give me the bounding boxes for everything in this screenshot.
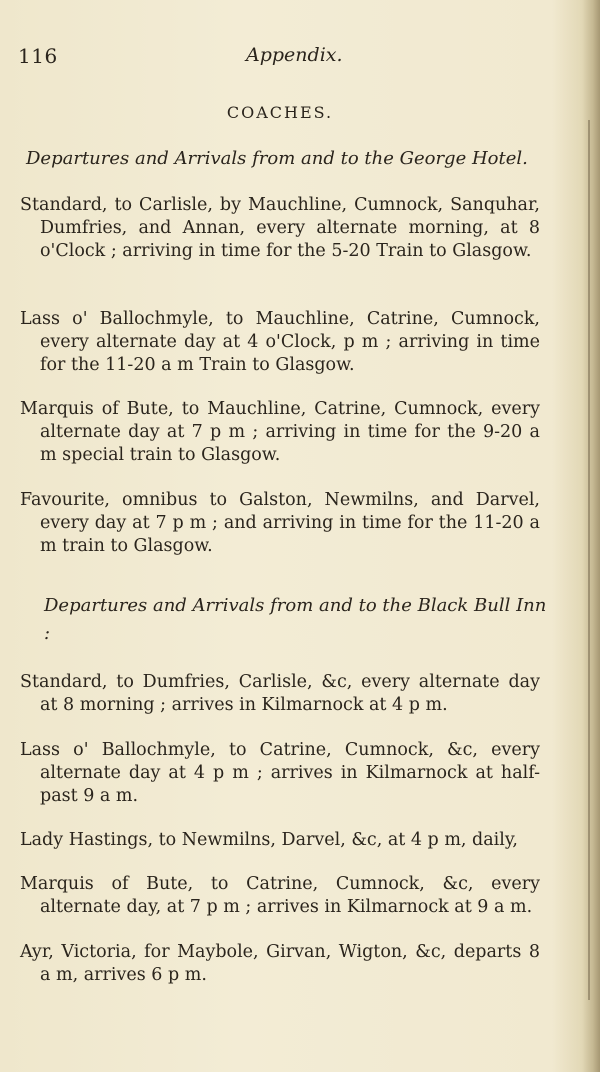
coach-entry: Lady Hastings, to Newmilns, Darvel, &c, at 4 p m, daily,: [20, 830, 518, 850]
coach-entry: Lass o' Ballochmyle, to Catrine, Cumnock, &c, every alternate day at 4 p m ; arrives in Kilmarnock at half-past 9 a m.: [20, 740, 540, 806]
page-edge-shadow: [582, 0, 600, 1072]
page-header: [18, 44, 538, 72]
page-number: 116: [18, 44, 58, 68]
black-bull-heading: Departures and Arrivals from and to the Black Bull Inn :: [44, 595, 547, 644]
coach-entry: Standard, to Dumfries, Carlisle, &c, every alternate day at 8 morning ; arrives in Kilmarnock at 4 p m.: [20, 672, 540, 715]
george-hotel-heading: Departures and Arrivals from and to the George Hotel.: [26, 148, 528, 169]
running-head: Appendix.: [246, 44, 343, 66]
coach-entry: Ayr, Victoria, for Maybole, Girvan, Wigton, &c, departs 8 a m, arrives 6 p m.: [20, 942, 540, 985]
page-edge-line: [588, 120, 590, 1000]
coach-entry: Marquis of Bute, to Mauchline, Catrine, Cumnock, every alternate day at 7 p m ; arriving in time for the 9-20 a m special train to Glasgow.: [20, 399, 540, 465]
coach-entry: Lass o' Ballochmyle, to Mauchline, Catrine, Cumnock, every alternate day at 4 o'Clock, p m ; arriving in time for the 11-20 a m Train to Glasgow.: [20, 309, 540, 375]
section-title: COACHES.: [226, 103, 334, 122]
coach-entry: Favourite, omnibus to Galston, Newmilns, and Darvel, every day at 7 p m ; and arriving in time for the 11-20 a m train to Glasgow.: [20, 490, 540, 556]
coach-entry: Marquis of Bute, to Catrine, Cumnock, &c, every alternate day, at 7 p m ; arrives in Kilmarnock at 9 a m.: [20, 874, 540, 917]
coach-entry: Standard, to Carlisle, by Mauchline, Cumnock, Sanquhar, Dumfries, and Annan, every alternate morning, at 8 o'Clock ; arriving in time for the 5-20 Train to Glasgow.: [20, 195, 540, 261]
